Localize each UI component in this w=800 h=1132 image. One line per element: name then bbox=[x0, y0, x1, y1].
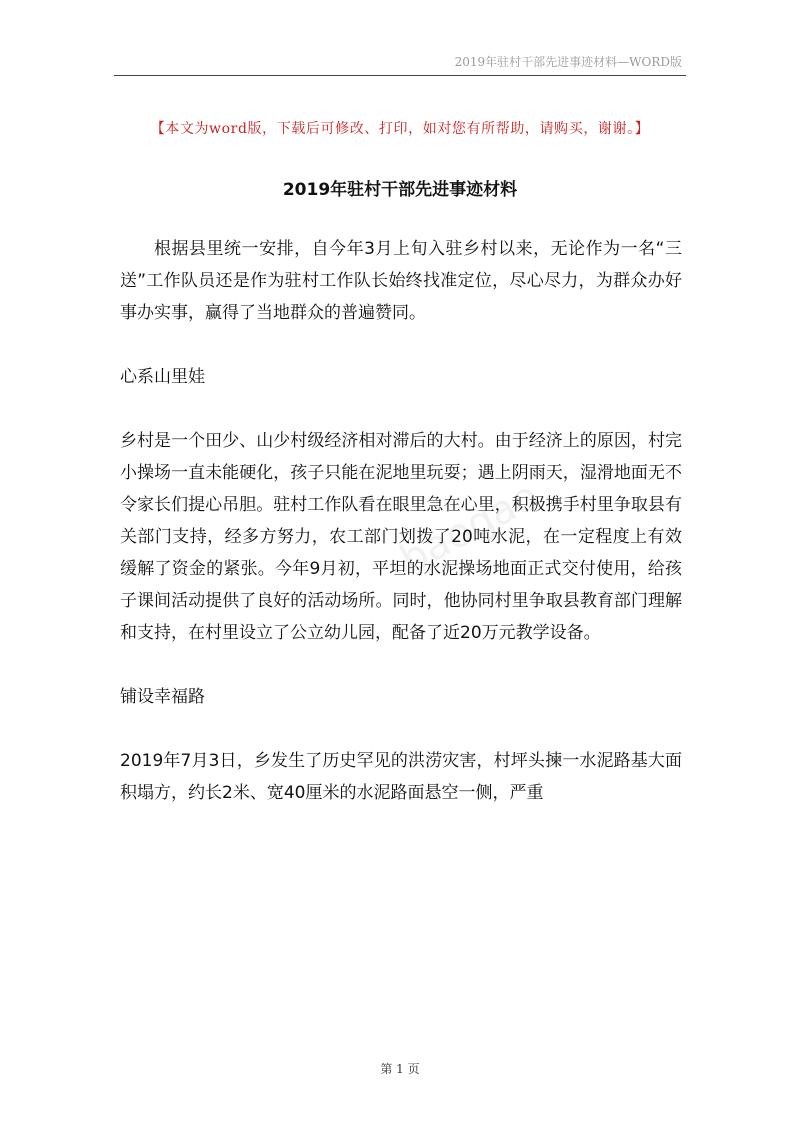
page-number: 第 1 页 bbox=[380, 1062, 420, 1076]
watermark: baogao bbox=[392, 472, 546, 584]
running-header: 2019年驻村干部先进事迹材料—WORD版 bbox=[454, 55, 682, 69]
spacer bbox=[120, 393, 682, 425]
section-heading: 铺设幸福路 bbox=[120, 687, 205, 707]
spacer bbox=[120, 329, 682, 361]
purchase-notice: 【本文为word版，下载后可修改、打印，如对您有所帮助，请购买，谢谢。】 bbox=[150, 121, 650, 137]
section-heading: 心系山里娃 bbox=[120, 367, 205, 387]
intro-paragraph: 根据县里统一安排，自今年3月上旬入驻乡村以来，无论作为一名“三送”工作队员还是作为驻村工作队长始终找准定位，尽心尽力，为群众办好事办实事，赢得了当地群众的普遍赞同。 bbox=[120, 239, 682, 323]
section-paragraph: 2019年7月3日，乡发生了历史罕见的洪涝灾害，村坪头揀一水泥路基大面积塌方，约长2米、宽40厘米的水泥路面悬空一侧，严重 bbox=[120, 751, 682, 803]
section-paragraph: 乡村是一个田少、山少村级经济相对滞后的大村。由于经济上的原因，村完小操场一直未能硬化，孩子只能在泥地里玩耍；遇上阴雨天，湿滑地面无不令家长们提心吊胆。驻村工作队看在眼里急在心里，积极携手村里争取县有关部门支持，经多方努力，农工部门划拨了20吨水泥，在一定程度上有效缓解了资金的紧张。今年9月初，平坦的水泥操场地面正式交付使用，给孩子课间活动提供了良好的活动场所。同时，他协同村里争取县教育部门理解和支持，在村里设立了公立幼儿园，配备了近20万元教学设备。 bbox=[120, 431, 682, 643]
spacer bbox=[120, 713, 682, 745]
spacer bbox=[120, 649, 682, 681]
document-body bbox=[120, 233, 682, 809]
document-title: 2019年驻村干部先进事迹材料 bbox=[282, 180, 518, 200]
header-divider bbox=[114, 75, 686, 76]
